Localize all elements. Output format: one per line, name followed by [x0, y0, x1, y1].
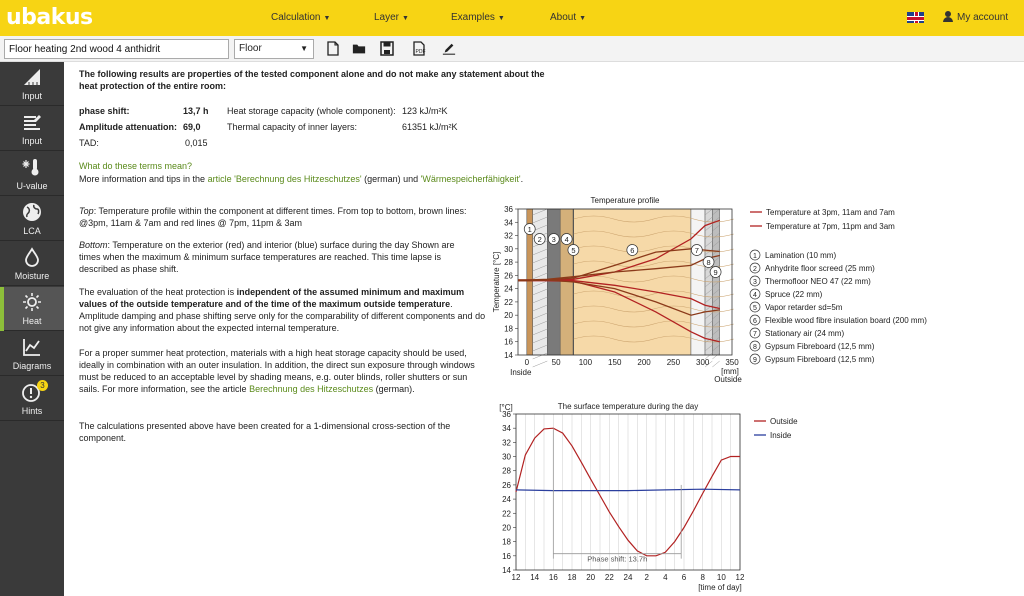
article-link-hitzeschutz[interactable]: article 'Berechnung des Hitzeschutzes' [207, 174, 362, 184]
new-file-icon[interactable] [326, 41, 340, 56]
x-tick-label: 12 [735, 573, 745, 582]
legend-label: Inside [770, 431, 792, 440]
uk-flag-icon[interactable] [907, 12, 924, 23]
y-tick-label: 18 [504, 324, 513, 334]
legend-layer-name: Thermofloor NEO 47 (22 mm) [765, 277, 871, 286]
x-tick-label: 6 [681, 573, 687, 582]
intro-text: The following results are properties of the tested component alone and do not make any statement about the heat protection of the entire room: [79, 69, 545, 91]
save-icon[interactable] [380, 41, 394, 56]
y-tick-label: 28 [504, 258, 513, 268]
eval-rest: . Amplitude damping and phase shifting serve only for the comparability of different components and do not give any information about the expected internal temperature. [79, 299, 486, 333]
summer-text [79, 347, 479, 395]
x-tick-label: 10 [716, 573, 726, 582]
x-tick-label: 100 [578, 358, 593, 367]
sidebar-item-diagrams[interactable] [0, 332, 64, 376]
y-tick-label: 20 [502, 523, 511, 533]
y-tick-label: 36 [504, 205, 513, 214]
svg-text:PDF: PDF [415, 49, 426, 55]
layer-number: 8 [706, 258, 711, 267]
temperature-profile-chart [488, 193, 948, 393]
phase-shift-label: phase shift: [79, 106, 130, 116]
toolbar [0, 36, 1024, 62]
y-tick-label: 24 [504, 284, 513, 294]
evaluation-text [79, 286, 489, 334]
storage-label: Heat storage capacity (whole component): [227, 106, 396, 116]
sidebar-item-label: LCA [23, 226, 41, 236]
legend-layer-name: Vapor retarder sd=5m [765, 303, 843, 312]
article-link-waermespeicher[interactable]: 'Wärmespeicherfähigkeit' [420, 174, 521, 184]
top-label: Top [79, 206, 94, 216]
legend-layer-name: Stationary air (24 mm) [765, 329, 845, 338]
y-tick-label: 28 [502, 466, 511, 476]
sidebar-item-input-2[interactable] [0, 107, 64, 151]
chart-title: The surface temperature during the day [557, 402, 699, 411]
component-type-select[interactable]: Floor ▼ [234, 39, 314, 59]
amplitude-value: 69,0 [183, 122, 201, 132]
nav-calculation[interactable]: Calculation ▼ [271, 12, 331, 23]
summer-article-link[interactable]: Berechnung des Hitzeschutzes [249, 384, 374, 394]
y-tick-label: 20 [504, 311, 513, 321]
open-folder-icon[interactable] [352, 41, 366, 56]
sun-icon [22, 292, 42, 312]
x-tick-label: 2 [644, 573, 649, 582]
y-tick-label: 14 [504, 351, 513, 360]
x-tick-label: 200 [637, 358, 651, 367]
pdf-icon[interactable] [412, 41, 426, 56]
amplitude-label: Amplitude attenuation: [79, 122, 177, 132]
x-tick-label: 300 [696, 358, 710, 367]
legend-layer-number: 8 [753, 344, 757, 351]
ubakus-logo[interactable]: ubakus [6, 5, 93, 30]
legend-layer-number: 5 [753, 305, 757, 312]
sidebar-item-label: U-value [16, 181, 48, 191]
x-tick-label: 350 [725, 358, 739, 367]
sidebar-item-label: Input [21, 136, 43, 146]
x-tick-label: 12 [511, 573, 521, 582]
sidebar-item-label: Input [21, 91, 43, 101]
more-info-text [79, 173, 523, 185]
layer-number: 9 [713, 268, 718, 277]
y-tick-label: 34 [504, 218, 513, 228]
y-axis-label: [°C] [499, 403, 513, 412]
legend-layer-name: Gypsum Fibreboard (12,5 mm) [765, 355, 875, 364]
sidebar-item-label: Hints [21, 406, 43, 416]
surface-temperature-chart [488, 398, 808, 596]
y-axis-label: Temperature [°C] [492, 251, 501, 313]
legend-layer-name: Flexible wood fibre insulation board (200 mm) [765, 316, 927, 325]
drop-icon [22, 247, 42, 267]
nav-about[interactable]: About ▼ [550, 12, 587, 23]
bottom-description [79, 239, 471, 275]
user-icon [943, 11, 953, 22]
x-tick-label: 8 [700, 573, 705, 582]
y-tick-label: 32 [502, 438, 511, 448]
component-name-input[interactable] [4, 39, 229, 59]
x-tick-label: 20 [586, 573, 596, 582]
legend-layer-name: Spruce (22 mm) [765, 290, 823, 299]
y-tick-label: 14 [502, 566, 511, 575]
legend-layer-name: Gypsum Fibreboard (12,5 mm) [765, 342, 875, 351]
thermometer-snow-icon [22, 157, 42, 177]
inner-capacity-value: 61351 kJ/m²K [402, 122, 458, 132]
chart-title: Temperature profile [590, 196, 660, 205]
sidebar-item-label: Heat [22, 316, 42, 326]
legend-layer-number: 9 [753, 357, 757, 364]
layer-band [547, 209, 560, 355]
top-bar [0, 0, 1024, 36]
layer-number: 1 [527, 225, 532, 234]
bottom-text: : Temperature on the exterior (red) and interior (blue) surface during the day Shown are times when the maximum & minimum surface temperatures are reached. This time lapse is described as phase shift. [79, 240, 455, 274]
hatch-line [712, 361, 719, 367]
legend-layer-number: 4 [753, 292, 757, 299]
phase-shift-value: 13,7 h [183, 106, 209, 116]
edit-icon[interactable] [442, 41, 456, 56]
y-tick-label: 24 [502, 495, 511, 505]
y-tick-label: 26 [502, 480, 511, 490]
x-tick-label: 150 [608, 358, 622, 367]
x-tick-label: 14 [530, 573, 540, 582]
x-tick-label: 50 [551, 358, 561, 367]
more-info-prefix: More information and tips in the [79, 174, 206, 184]
y-tick-label: 34 [502, 424, 511, 434]
globe-icon [22, 202, 42, 222]
x-tick-label: 18 [567, 573, 577, 582]
legend-layer-number: 3 [753, 279, 757, 286]
tad-label: TAD: [79, 138, 99, 148]
y-tick-label: 30 [504, 244, 513, 254]
top-text: : Temperature profile within the component at different times. From top to bottom, brown lines: @3pm, 11am & 7am and red lines @ 7pm, 11pm & 3am [79, 206, 467, 228]
x-tick-label: 0 [524, 358, 530, 367]
calc-note: The calculations presented above have been created for a 1-dimensional cross-section of the component. [79, 421, 451, 443]
eval-bold: independent of the assumed minimum and maximum values of the outside temperature and of the time of the maximum outside temperature [79, 287, 465, 309]
sidebar-item-label: Diagrams [12, 361, 52, 371]
hatch-line [533, 361, 548, 367]
y-tick-label: 16 [504, 337, 513, 347]
y-tick-label: 36 [502, 410, 511, 419]
inner-capacity-label: Thermal capacity of inner layers: [227, 122, 358, 132]
y-tick-label: 26 [504, 271, 513, 281]
legend-layer-number: 2 [753, 266, 757, 273]
legend-layer-number: 1 [753, 253, 757, 260]
storage-value: 123 kJ/m²K [402, 106, 448, 116]
account-link[interactable]: My account [943, 11, 1008, 23]
x-tick-label: 22 [604, 573, 614, 582]
layer-number: 4 [564, 235, 569, 244]
y-tick-label: 32 [504, 231, 513, 241]
layers-edit-icon [22, 112, 42, 132]
chart-line-icon [22, 337, 42, 357]
legend-layer-number: 7 [753, 331, 757, 338]
layer-number: 5 [571, 246, 576, 255]
summer-body: For a proper summer heat protection, materials with a high heat storage capacity should be used, ideally in combination with an outer insulation. In addition, the direct sun exposure through windows must be reduced to an acceptable level by shading means, e.g. outer blinds, roller shutters or sun sails. For more information, see the article [79, 348, 475, 394]
sidebar-item-input-1[interactable] [0, 62, 64, 106]
bottom-label: Bottom [79, 240, 108, 250]
layer-number: 6 [630, 246, 635, 255]
hints-badge: 3 [37, 380, 48, 391]
tad-value: 0,015 [185, 138, 208, 148]
layer-number: 3 [551, 235, 556, 244]
sidebar-item-hints[interactable] [0, 377, 64, 421]
legend-layer-number: 6 [753, 318, 757, 325]
nav-examples[interactable]: Examples ▼ [451, 12, 505, 23]
more-info-mid: (german) und [364, 174, 419, 184]
sidebar-item-heat[interactable] [0, 287, 64, 331]
y-tick-label: 22 [504, 297, 513, 307]
legend-layer-name: Lamination (10 mm) [765, 251, 837, 260]
inside-label: Inside [510, 368, 532, 377]
sidebar-item-lca[interactable] [0, 197, 64, 241]
x-tick-label: 4 [663, 573, 668, 582]
sidebar-item-u-value[interactable] [0, 152, 64, 196]
eval-prefix: The evaluation of the heat protection is [79, 287, 237, 297]
x-axis-unit: [mm] [721, 367, 739, 376]
sidebar-item-label: Moisture [14, 271, 50, 281]
y-tick-label: 16 [502, 551, 511, 561]
legend-label: Outside [770, 417, 798, 426]
x-tick-label: 16 [548, 573, 558, 582]
summer-end: (german). [375, 384, 415, 394]
outside-label: Outside [714, 375, 742, 384]
top-description [79, 205, 489, 229]
more-info-end: . [520, 174, 524, 184]
phase-shift-annotation: Phase shift: 13.7h [587, 554, 648, 564]
legend-label: Temperature at 3pm, 11am and 7am [766, 208, 895, 217]
ruler-triangle-icon [22, 67, 42, 87]
terms-link[interactable]: What do these terms mean? [79, 161, 193, 171]
legend-label: Temperature at 7pm, 11pm and 3am [766, 222, 895, 231]
y-tick-label: 22 [502, 509, 511, 519]
y-tick-label: 30 [502, 452, 511, 462]
sidebar-item-moisture[interactable] [0, 242, 64, 286]
layer-number: 2 [537, 235, 542, 244]
layer-number: 7 [694, 246, 699, 255]
x-tick-label: 24 [623, 573, 633, 582]
legend-layer-name: Anhydrite floor screed (25 mm) [765, 264, 875, 273]
sidebar [0, 62, 64, 596]
y-tick-label: 18 [502, 537, 511, 547]
nav-layer[interactable]: Layer ▼ [374, 12, 409, 23]
x-axis-unit: [time of day] [698, 583, 742, 592]
x-tick-label: 250 [666, 358, 681, 367]
